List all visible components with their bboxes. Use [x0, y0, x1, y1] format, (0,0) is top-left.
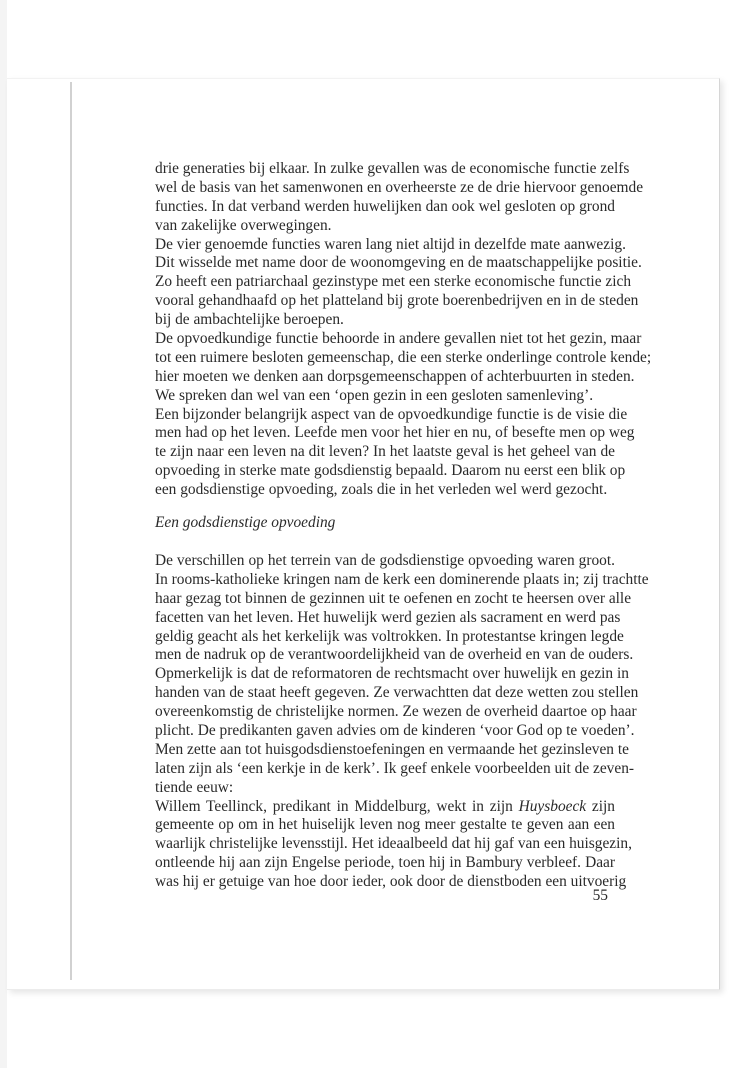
paragraph-1	[155, 160, 644, 236]
text-line: ontleende hij aan zijn Engelse periode, toen hij in Bambury verbleef. Daar	[155, 854, 615, 872]
text-line: Men zette aan tot huisgodsdienstoefeningen en vermaande het gezinsleven te	[155, 740, 629, 758]
text-line: tot een ruimere besloten gemeenschap, die een sterke onderlinge controle kende;	[155, 348, 652, 366]
text-line: hier moeten we denken aan dorpsgemeenschappen of achterbuurten in steden.	[155, 367, 635, 385]
text-line: bij de ambachtelijke beroepen.	[155, 311, 344, 329]
text-line: De vier genoemde functies waren lang niet altijd in dezelfde mate aanwezig.	[155, 235, 626, 253]
text-line: overeenkomstig de christelijke normen. Ze wezen de overheid daartoe op haar	[155, 703, 637, 721]
text-line: Opmerkelijk is dat de reformatoren de rechtsmacht over huwelijk en gezin in	[155, 665, 629, 683]
text-line: functies. In dat verband werden huwelijken dan ook wel gesloten op grond	[155, 197, 615, 215]
text-line: De verschillen op het terrein van de godsdienstige opvoeding waren groot.	[155, 551, 615, 569]
text-line: In rooms-katholieke kringen nam de kerk een dominerende plaats in; zij trachtte	[155, 570, 649, 588]
paragraph-4	[155, 405, 635, 500]
page-gutter-line	[70, 82, 72, 980]
text-line: gemeente op om in het huiselijk leven nog meer gestalte te geven aan een	[155, 816, 615, 834]
text-line: Een bijzonder belangrijk aspect van de opvoedkundige functie is de visie die	[155, 405, 628, 423]
text-line: De opvoedkundige functie behoorde in andere gevallen niet tot het gezin, maar	[155, 330, 642, 348]
text-line: We spreken dan wel van een ‘open gezin in een gesloten samenleving’.	[155, 386, 594, 404]
paragraph-6	[155, 797, 632, 892]
paragraph-3	[155, 330, 652, 406]
text-line: haar gezag tot binnen de gezinnen uit te oefenen en zocht te heersen over alle	[155, 589, 632, 607]
book-title: Huysboeck	[518, 797, 587, 815]
text-line: men de nadruk op de verantwoordelijkheid van de overheid en van de ouders.	[155, 646, 634, 664]
text-line: opvoeding in sterke mate godsdienstig bepaald. Daarom nu eerst een blik op	[155, 462, 626, 480]
text-line: tiende eeuw:	[155, 778, 234, 796]
section-heading: Een godsdienstige opvoeding	[155, 514, 336, 532]
page-number: 55	[592, 887, 608, 904]
text-line: Dit wisselde met name door de woonomgeving en de maatschappelijke positie.	[155, 254, 642, 272]
text-line: handen van de staat heeft gegeven. Ze verwachtten dat deze wetten zou stellen	[155, 684, 639, 702]
text-line: drie generaties bij elkaar. In zulke gevallen was de economische functie zelfs	[155, 160, 630, 177]
text-line: Zo heeft een patriarchaal gezinstype met een sterke economische functie zich	[155, 273, 632, 291]
text-line: men had op het leven. Leefde men voor het hier en nu, of besefte men op weg	[155, 424, 635, 442]
paragraph-5	[155, 551, 649, 798]
text-line: vooral gehandhaafd op het platteland bij grote boerenbedrijven en in de steden	[155, 292, 639, 310]
text-line: te zijn naar een leven na dit leven? In het laatste geval is het geheel van de	[155, 443, 615, 461]
text-line	[155, 798, 615, 817]
text-line: waarlijk christelijke levensstijl. Het ideaalbeeld dat hij gaf van een huisgezin,	[155, 835, 632, 853]
text-line: van zakelijke overwegingen.	[155, 216, 332, 234]
text-line: facetten van het leven. Het huwelijk werd gezien als sacrament en werd pas	[155, 608, 621, 626]
text-line: laten zijn als ‘een kerkje in de kerk’. Ik geef enkele voorbeelden uit de zeven-	[155, 759, 635, 777]
text-line: geldig geacht als het kerkelijk was voltrokken. In protestantse kringen legde	[155, 627, 624, 645]
text-run: zijn	[586, 797, 615, 815]
text-run: Willem Teellinck, predikant in Middelburg, wekt in zijn	[155, 797, 519, 815]
text-line: plicht. De predikanten gaven advies om de kinderen ‘voor God op te voeden’.	[155, 721, 635, 739]
text-line: wel de basis van het samenwonen en overheerste ze de drie hiervoor genoemde	[155, 178, 644, 196]
text-line: een godsdienstige opvoeding, zoals die in het verleden wel werd gezocht.	[155, 481, 608, 499]
text-line: was hij er getuige van hoe door ieder, ook door de dienstboden een uitvoerig	[155, 873, 627, 891]
scan-background-edge	[0, 0, 7, 1068]
paragraph-2	[155, 235, 642, 330]
body-text	[155, 160, 652, 892]
